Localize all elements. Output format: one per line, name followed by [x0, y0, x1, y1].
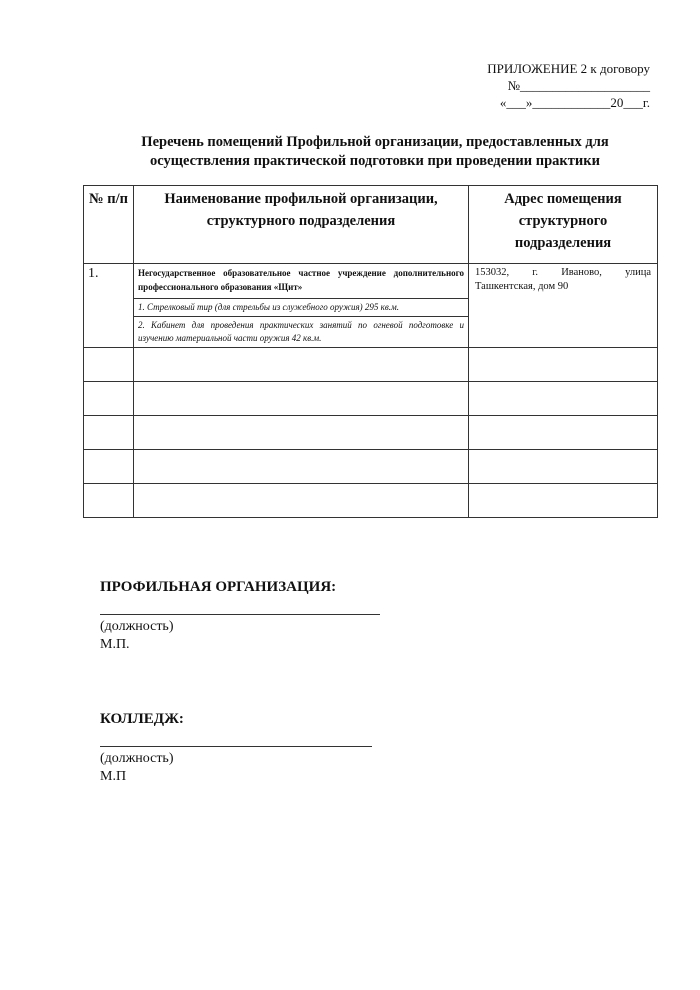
- empty-cell: [469, 450, 658, 484]
- college-signature-label: КОЛЛЕДЖ:: [100, 711, 184, 727]
- empty-cell: [84, 450, 134, 484]
- row-num: 1.: [84, 264, 134, 348]
- premises-table: [83, 185, 658, 518]
- empty-cell: [84, 416, 134, 450]
- header-address: Адрес помещения структурного подразделения: [469, 186, 658, 264]
- org-position: (должность): [100, 619, 174, 634]
- empty-cell: [134, 348, 469, 382]
- title-line-1: Перечень помещений Профильной организации, предоставленных для: [141, 134, 609, 150]
- appendix-header: [487, 60, 650, 111]
- appendix-title: ПРИЛОЖЕНИЕ 2 к договору: [487, 61, 650, 76]
- org-signature-block: [100, 578, 380, 654]
- table-row: [84, 264, 658, 348]
- college-signature-block: [100, 710, 372, 786]
- header-num: № п/п: [84, 186, 134, 264]
- table-header-row: [84, 186, 658, 264]
- empty-cell: [134, 450, 469, 484]
- college-signature-line: [100, 732, 372, 747]
- address-cell: 153032, г. Иваново, улица Ташкентская, дом 90: [469, 264, 658, 348]
- title-line-2: осуществления практической подготовки при проведении практики: [150, 153, 600, 169]
- table-row: [84, 348, 658, 382]
- contract-date-line: «___»____________20___г.: [499, 95, 650, 110]
- header-name: Наименование профильной организации, структурного подразделения: [134, 186, 469, 264]
- premise-item-2: 2. Кабинет для проведения практических занятий по огневой подготовке и изучению материальной части оружия 42 кв.м.: [134, 316, 468, 347]
- empty-cell: [469, 484, 658, 518]
- org-cell: [134, 264, 469, 348]
- college-position: (должность): [100, 751, 174, 766]
- empty-cell: [469, 416, 658, 450]
- empty-cell: [84, 348, 134, 382]
- org-signature-label: ПРОФИЛЬНАЯ ОРГАНИЗАЦИЯ:: [100, 579, 337, 595]
- org-name: Негосударственное образовательное частное учреждение дополнительного профессионального образования «Щит»: [138, 268, 464, 292]
- table-row: [84, 484, 658, 518]
- table-row: [84, 416, 658, 450]
- document-title: [90, 133, 660, 171]
- empty-cell: [469, 348, 658, 382]
- contract-number-line: №____________________: [507, 78, 650, 93]
- empty-cell: [84, 382, 134, 416]
- premise-item-1: 1. Стрелковый тир (для стрельбы из служебного оружия) 295 кв.м.: [134, 298, 468, 316]
- empty-cell: [134, 416, 469, 450]
- empty-cell: [469, 382, 658, 416]
- org-signature-line: [100, 600, 380, 615]
- empty-cell: [84, 484, 134, 518]
- college-stamp: М.П: [100, 769, 127, 784]
- org-stamp: М.П.: [100, 637, 130, 652]
- table-row: [84, 382, 658, 416]
- table-row: [84, 450, 658, 484]
- empty-cell: [134, 382, 469, 416]
- empty-cell: [134, 484, 469, 518]
